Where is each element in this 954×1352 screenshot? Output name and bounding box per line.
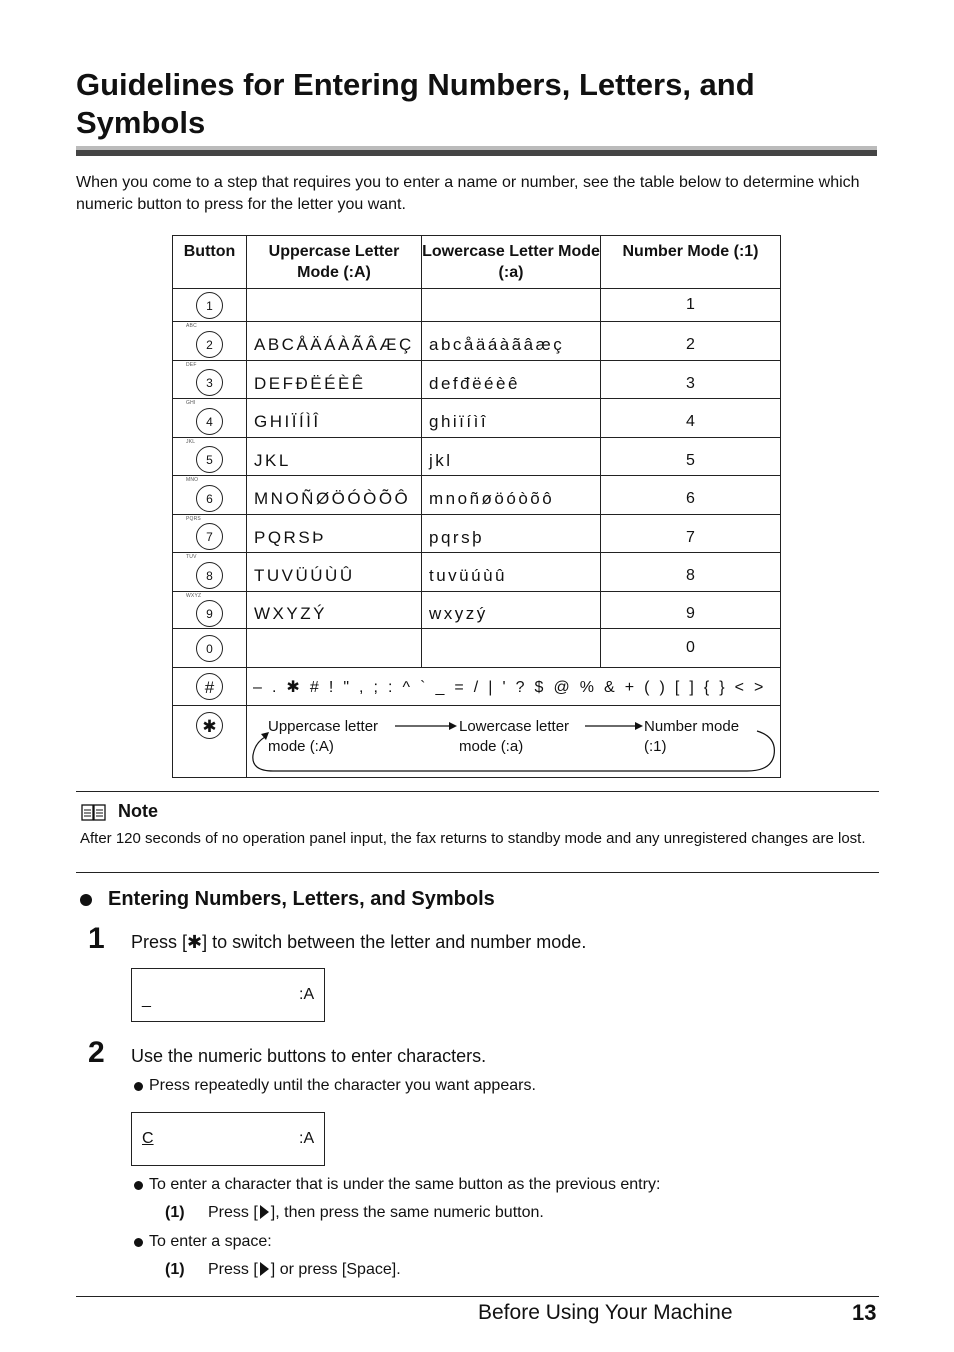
key-letters-label: PQRS [186, 516, 201, 522]
number-value: 2 [601, 322, 781, 361]
lowercase-chars [422, 629, 601, 668]
table-row [173, 322, 781, 361]
mode-cycle-cell [247, 706, 781, 778]
uppercase-chars: ABCÅÄÁÀÃÂÆÇ [247, 322, 422, 361]
lowercase-chars: pqrsþ [422, 515, 601, 553]
lowercase-chars: ghiïíìî [422, 399, 601, 438]
lowercase-chars: wxyzý [422, 592, 601, 629]
number-value: 4 [601, 399, 781, 438]
cycle-uppercase: Uppercase letter mode (:A) [268, 717, 379, 755]
key-5-icon: 5 [196, 446, 223, 473]
uppercase-chars: WXYZÝ [247, 592, 422, 629]
star-key-icon: ✱ [187, 932, 203, 952]
step-1-number: 1 [88, 922, 105, 955]
page-title: Guidelines for Entering Numbers, Letters, and Symbols [76, 67, 755, 140]
key-2-icon: 2 [196, 331, 223, 358]
uppercase-chars: JKL [247, 438, 422, 476]
key-letters-label: WXYZ [186, 593, 202, 599]
lcd-2-char: C [142, 1130, 154, 1147]
key-cell [173, 476, 247, 515]
bullet-dot [134, 1238, 143, 1247]
symbols-cell: – . ✱ # ! " , ; : ^ ` _ = / | ' ? $ @ % & + ( ) [ ] { } < > [247, 668, 781, 706]
number-value: 0 [601, 629, 781, 668]
note-bottom-rule [76, 872, 879, 873]
table-row [173, 476, 781, 515]
header-uppercase: Uppercase Letter Mode (:A) [247, 236, 422, 289]
lcd-display-1 [131, 968, 325, 1022]
number-value: 3 [601, 361, 781, 399]
lowercase-chars: tuvüúùû [422, 553, 601, 592]
key-cell [173, 553, 247, 592]
key-letters-label: DEF [186, 362, 197, 368]
lowercase-chars: defđëéèê [422, 361, 601, 399]
lcd-1-cursor: _ [142, 991, 151, 1008]
key-cell [173, 399, 247, 438]
note-text: After 120 seconds of no operation panel input, the fax returns to standby mode and any unregistered changes are lost. [80, 830, 866, 847]
substep-press-space: Press [ ] or press [Space]. [208, 1261, 401, 1278]
key-letters-label: GHI [186, 400, 196, 406]
table-row [173, 438, 781, 476]
bullet-same-button: To enter a character that is under the same button as the previous entry: [149, 1176, 661, 1193]
title-rule-dark [76, 150, 877, 156]
star-key-icon: ✱ [196, 712, 223, 739]
key-letters-label: TUV [186, 554, 197, 560]
key-cell [173, 515, 247, 553]
number-value: 9 [601, 592, 781, 629]
key-letters-label: JKL [186, 439, 196, 445]
table-row [173, 515, 781, 553]
lowercase-chars: mnoñøöóòõô [422, 476, 601, 515]
right-arrow-icon [260, 1262, 269, 1276]
section-bullet [80, 894, 92, 906]
bullet-dot [134, 1082, 143, 1091]
lcd-2-mode: :A [299, 1130, 315, 1147]
uppercase-chars: TUVÜÚÙÛ [247, 553, 422, 592]
hash-key-icon: # [196, 673, 223, 700]
uppercase-chars [247, 629, 422, 668]
substep-number: (1) [165, 1204, 185, 1221]
intro-paragraph: When you come to a step that requires you to enter a name or number, see the table below to determine which numeric button to press for the letter you want. [76, 174, 860, 213]
lowercase-chars: jkl [422, 438, 601, 476]
key-3-icon: 3 [196, 369, 223, 396]
lcd-1-mode: :A [299, 986, 315, 1003]
number-value: 7 [601, 515, 781, 553]
bullet-press-repeatedly: Press repeatedly until the character you want appears. [149, 1077, 536, 1094]
substep-press-right: Press [ ], then press the same numeric button. [208, 1204, 544, 1221]
uppercase-chars: DEFĐËÉÈÊ [247, 361, 422, 399]
number-value: 8 [601, 553, 781, 592]
star-key-cell [173, 706, 247, 778]
header-button: Button [173, 236, 247, 289]
lowercase-chars [422, 289, 601, 322]
step-2-text: Use the numeric buttons to enter characters. [131, 1046, 487, 1066]
key-letters-label: MNO [186, 477, 199, 483]
key-letters-label: ABC [186, 323, 197, 329]
key-cell [173, 361, 247, 399]
header-lowercase: Lowercase Letter Mode (:a) [422, 236, 601, 289]
page-number: 13 [852, 1300, 877, 1325]
number-value: 1 [601, 289, 781, 322]
uppercase-chars: MNOÑØÖÓÒÕÔ [247, 476, 422, 515]
key-8-icon: 8 [196, 562, 223, 589]
note-top-rule [76, 791, 879, 792]
table-row [173, 289, 781, 322]
key-cell [173, 289, 247, 322]
uppercase-chars: PQRSÞ [247, 515, 422, 553]
table-row [173, 361, 781, 399]
table-row [173, 399, 781, 438]
key-cell [173, 438, 247, 476]
footer-rule [76, 1296, 879, 1297]
table-row [173, 592, 781, 629]
cycle-lowercase: Lowercase letter mode (:a) [459, 717, 570, 755]
header-number: Number Mode (:1) [601, 236, 781, 289]
note-title: Note [118, 801, 158, 821]
right-arrow-icon [260, 1205, 269, 1219]
key-6-icon: 6 [196, 485, 223, 512]
number-value: 6 [601, 476, 781, 515]
key-cell [173, 322, 247, 361]
footer-title: Before Using Your Machine [478, 1301, 733, 1324]
table-row [173, 629, 781, 668]
uppercase-chars: GHIÏÍÌÎ [247, 399, 422, 438]
table-row [173, 553, 781, 592]
key-0-icon: 0 [196, 635, 223, 662]
key-7-icon: 7 [196, 523, 223, 550]
section-title: Entering Numbers, Letters, and Symbols [108, 888, 495, 910]
step-1-text: Press [✱] to switch between the letter and number mode. [131, 932, 587, 952]
uppercase-chars [247, 289, 422, 322]
number-value: 5 [601, 438, 781, 476]
step-2-number: 2 [88, 1036, 105, 1069]
lcd-display-2 [131, 1112, 325, 1166]
key-4-icon: 4 [196, 408, 223, 435]
bullet-dot [134, 1181, 143, 1190]
key-1-icon: 1 [196, 292, 223, 319]
substep-number: (1) [165, 1261, 185, 1278]
hash-key-cell [173, 668, 247, 706]
bullet-space: To enter a space: [149, 1233, 272, 1250]
book-icon [81, 803, 107, 823]
key-9-icon: 9 [196, 600, 223, 627]
lowercase-chars: abcåäáàãâæç [422, 322, 601, 361]
key-cell [173, 592, 247, 629]
character-table [172, 235, 781, 778]
cycle-number: Number mode (:1) [644, 717, 740, 755]
key-cell [173, 629, 247, 668]
